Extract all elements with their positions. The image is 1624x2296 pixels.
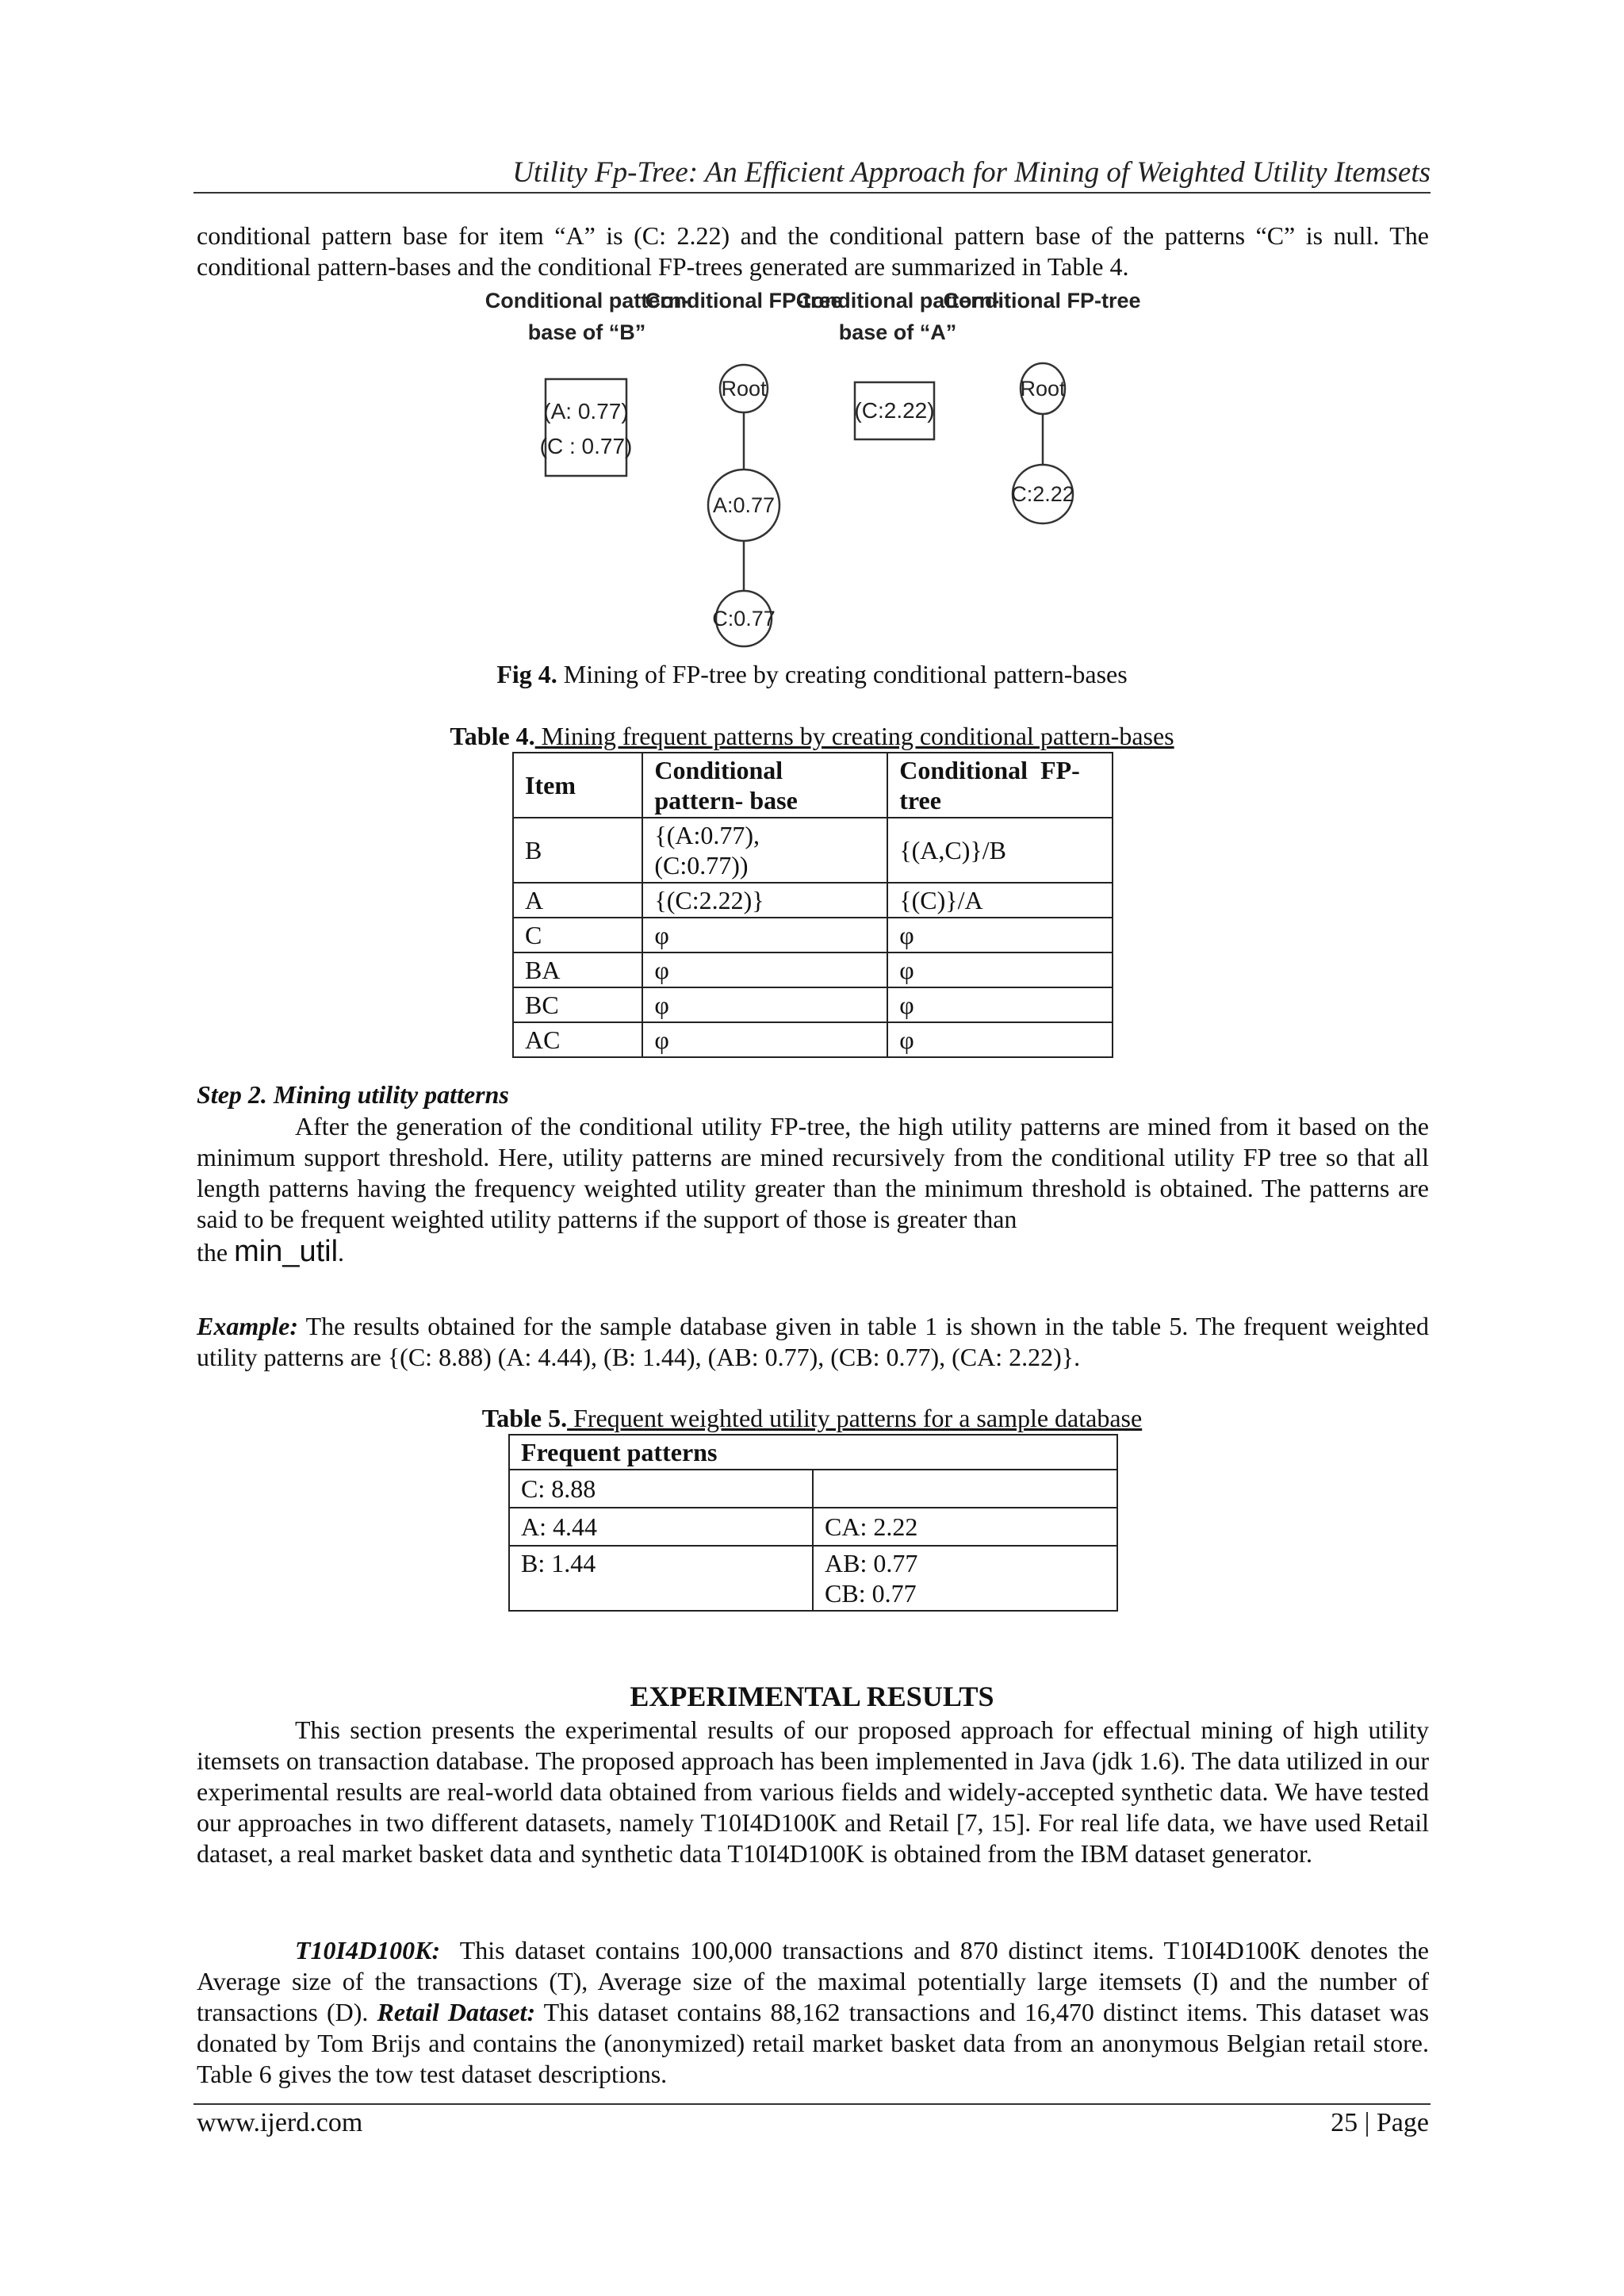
table-cell: B — [513, 818, 642, 883]
fig4-heading-tree-a: Conditional FP-tree — [943, 289, 1141, 312]
fig4-heading-cpb-b-2: base of “B” — [527, 320, 646, 344]
table-4-caption — [0, 722, 1624, 751]
step-2-tail — [197, 1235, 344, 1269]
table-4 — [512, 752, 1113, 1058]
experimental-paragraph-2-text-2: This dataset contains 88,162 transactions and 16,470 distinct items. This dataset was donated by Tom Brijs and contains the (anonymized) retail market basket data from an anonymous Belgian retail store. Table 6 gives the tow test dataset descriptions. — [197, 1998, 1430, 2088]
fig4-heading-tree-b: Conditional FP-tree — [645, 289, 843, 312]
table-cell: φ — [887, 987, 1113, 1022]
table-cell: {(C)}/A — [887, 883, 1113, 918]
table-cell: BA — [513, 953, 642, 987]
table-cell: AC — [513, 1022, 642, 1057]
fig4-tree-b-a: A:0.77 — [712, 493, 776, 517]
table-4-header-cpb-line2: pattern- base — [654, 786, 798, 815]
table-row — [513, 883, 1113, 918]
experimental-paragraph-2-text-1: This dataset contains 100,000 transactions and 870 distinct items. T10I4D100K denotes the Average size of the transactions (T), Average size of the maximal potentially large itemsets (I) and the number of transactions (D). — [197, 1936, 1435, 2026]
fig4-heading-cpb-b-1: Conditional pattern- — [485, 289, 689, 312]
table-4-header-tree-line1: Conditional FP- — [899, 756, 1080, 784]
step-2-tail-suffix: . — [338, 1238, 345, 1267]
table-4-header-cpb — [642, 753, 887, 818]
step-2-tail-prefix: the — [197, 1238, 235, 1267]
table-5-caption — [0, 1404, 1624, 1433]
table-cell: φ — [642, 918, 887, 953]
figure-4-caption-label: Fig 4. — [496, 660, 557, 688]
table-cell: φ — [887, 953, 1113, 987]
section-title-experimental-results: EXPERIMENTAL RESULTS — [630, 1681, 994, 1712]
table-4-caption-label: Table 4. — [450, 722, 535, 750]
table-5-header-row — [509, 1435, 1117, 1470]
retail-dataset-label: Retail Dataset: — [377, 1998, 536, 2026]
table-5-header: Frequent patterns — [509, 1435, 1117, 1470]
table-cell: {(C:2.22)} — [642, 883, 887, 918]
fig4-tree-a-c: C:2.22 — [1011, 482, 1074, 506]
example-paragraph — [197, 1311, 1429, 1373]
table-4-header-tree-line2: tree — [899, 786, 941, 815]
t10i4d100k-label: T10I4D100K: — [295, 1936, 441, 1964]
table-cell: φ — [887, 1022, 1113, 1057]
fig4-heading-cpb-a-2: base of “A” — [838, 320, 957, 344]
fig4-cpb-b-line1: (A: 0.77) — [543, 399, 629, 424]
table-cell-line: CB: 0.77 — [825, 1579, 917, 1608]
fig4-cpb-b-box — [546, 379, 626, 476]
table-cell: φ — [642, 987, 887, 1022]
table-cell — [642, 818, 887, 883]
example-label: Example: — [197, 1312, 298, 1340]
table-cell-line: AB: 0.77 — [825, 1549, 918, 1577]
table-row — [509, 1508, 1117, 1546]
step-2-text: After the generation of the conditional utility FP-tree, the high utility patterns are mined from it based on the minimum support threshold. Here, utility patterns are mined recursively from the conditional utility FP tree so that all length patterns having the frequency weighted utility greater than the minimum threshold is obtained. The patterns are said to be frequent weighted utility patterns if the support of those is greater than — [197, 1112, 1429, 1233]
fig4-tree-b-c: C:0.77 — [712, 607, 776, 631]
table-cell — [813, 1470, 1117, 1508]
table-cell: C: 8.88 — [509, 1470, 813, 1508]
table-cell: φ — [642, 1022, 887, 1057]
example-text: The results obtained for the sample database given in table 1 is shown in the table 5. The frequent weighted utility patterns are {(C: 8.88) (A: 4.44), (B: 1.44), (AB: 0.77), (CB: 0.77), (CA: 2.22)}. — [197, 1312, 1429, 1371]
table-4-header-item: Item — [513, 753, 642, 818]
intro-paragraph: conditional pattern base for item “A” is (C: 2.22) and the conditional pattern base of the patterns “C” is null. The conditional pattern-bases and the conditional FP-trees generated are summarized in Table 4. — [197, 221, 1429, 281]
figure-4 — [485, 286, 1141, 658]
fig4-cpb-b-line2: (C : 0.77) — [539, 434, 633, 458]
table-cell: BC — [513, 987, 642, 1022]
table-cell-line: (C:0.77)) — [654, 851, 749, 880]
table-row — [513, 818, 1113, 883]
table-cell: {(A,C)}/B — [887, 818, 1113, 883]
table-5-caption-text: Frequent weighted utility patterns for a sample database — [567, 1404, 1143, 1432]
table-5 — [508, 1434, 1118, 1612]
table-cell: φ — [642, 953, 887, 987]
table-cell: CA: 2.22 — [813, 1508, 1117, 1546]
step-2-title: Step 2. Mining utility patterns — [197, 1080, 509, 1109]
table-cell: B: 1.44 — [509, 1546, 813, 1611]
table-4-caption-text: Mining frequent patterns by creating conditional pattern-bases — [534, 722, 1174, 750]
table-row — [513, 953, 1113, 987]
table-cell — [813, 1546, 1117, 1611]
experimental-paragraph-1: This section presents the experimental results of our proposed approach for effectual mining of high utility itemsets on transaction database. The proposed approach has been implemented in Java (jdk 1.6). The data utilized in our experimental results are real-world data obtained from various fields and widely-accepted synthetic data. We have tested our approaches in two different datasets, namely T10I4D100K and Retail [7, 15]. For real life data, we have used Retail dataset, a real market basket data and synthetic data T10I4D100K is obtained from the IBM dataset generator. — [197, 1715, 1429, 1868]
experimental-paragraph-2 — [197, 1935, 1435, 2090]
table-row — [509, 1546, 1117, 1611]
running-header: Utility Fp-Tree: An Efficient Approach for Mining of Weighted Utility Itemsets — [512, 156, 1431, 189]
table-row — [509, 1470, 1117, 1508]
table-cell-line: {(A:0.77), — [654, 821, 760, 849]
header-rule — [193, 192, 1431, 194]
step-2-paragraph — [197, 1111, 1429, 1235]
table-row — [513, 987, 1113, 1022]
fig4-heading-cpb-a-1: Conditional pattern- — [795, 289, 1000, 312]
table-cell: A — [513, 883, 642, 918]
table-cell: C — [513, 918, 642, 953]
footer-rule — [193, 2103, 1431, 2105]
footer-site: www.ijerd.com — [197, 2108, 363, 2137]
table-4-header-row — [513, 753, 1113, 818]
table-4-header-tree — [887, 753, 1113, 818]
fig4-tree-a-root: Root — [1020, 377, 1066, 401]
fig4-cpb-a-text: (C:2.22) — [854, 398, 935, 423]
table-cell: A: 4.44 — [509, 1508, 813, 1546]
table-row — [513, 1022, 1113, 1057]
figure-4-caption-text: Mining of FP-tree by creating conditional pattern-bases — [557, 660, 1128, 688]
table-row — [513, 918, 1113, 953]
table-5-caption-label: Table 5. — [481, 1404, 568, 1432]
footer-page-number: 25 | Page — [1331, 2108, 1429, 2137]
table-4-header-cpb-line1: Conditional — [654, 756, 783, 784]
table-cell: φ — [887, 918, 1113, 953]
fig4-tree-b-root: Root — [721, 377, 767, 401]
min-util-term: min_util — [234, 1235, 339, 1268]
figure-4-caption — [0, 660, 1624, 689]
